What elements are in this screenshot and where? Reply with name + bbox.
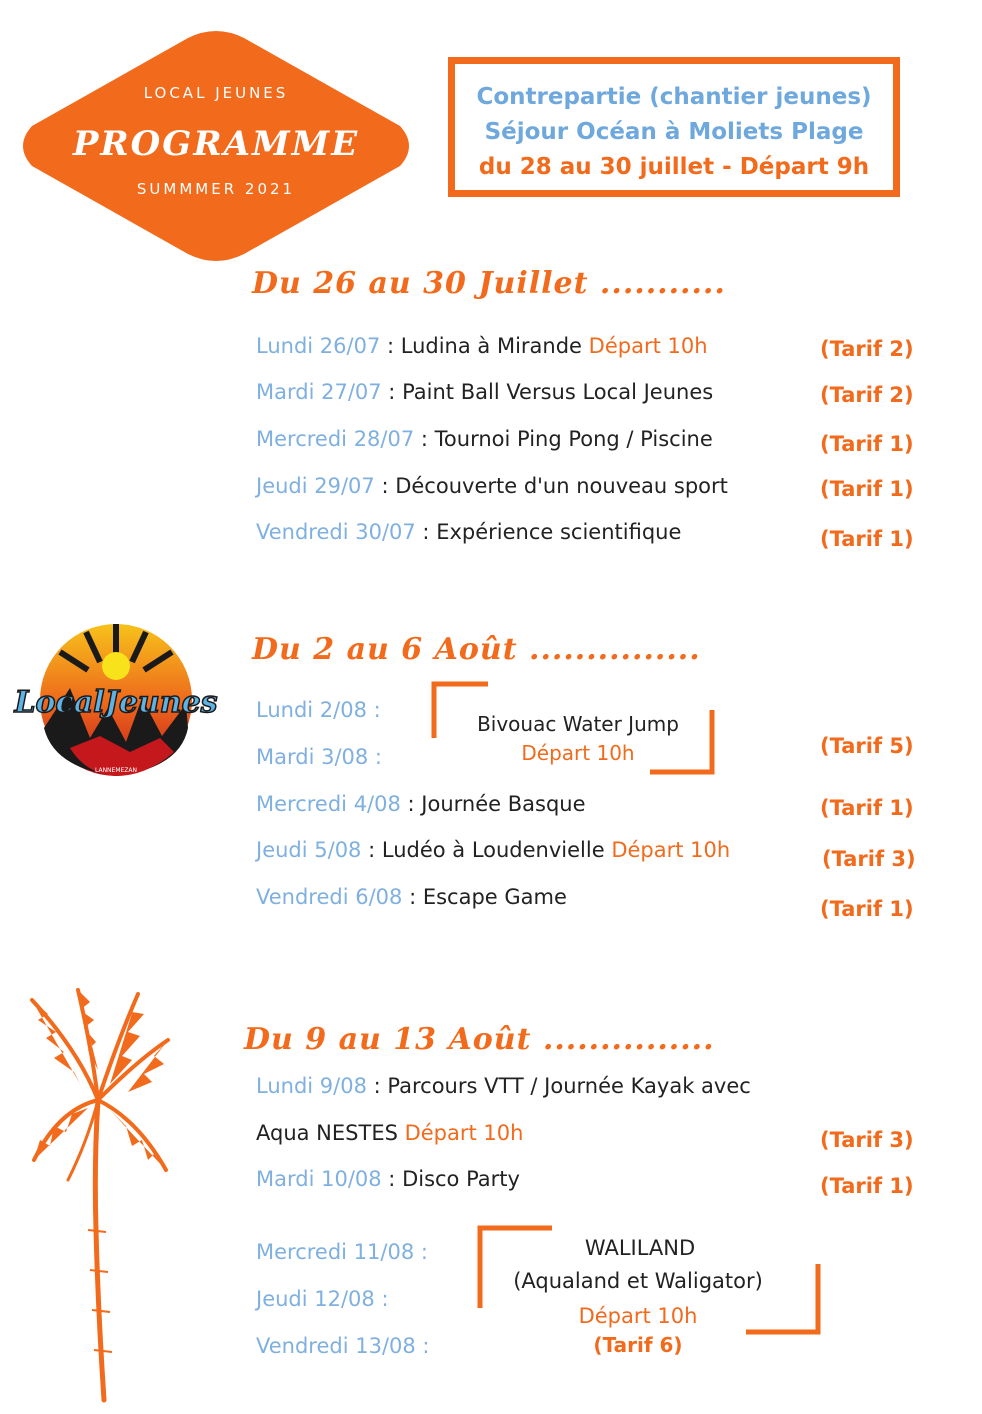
waliland-tarif: (Tarif 6) xyxy=(593,1333,683,1357)
logo-caption: LANNEMEZAN xyxy=(94,767,138,774)
day-label: Vendredi 30/07 xyxy=(256,520,416,544)
header-top-label: LOCAL JEUNES xyxy=(143,84,289,102)
header-badge xyxy=(18,30,414,262)
activity: Disco Party xyxy=(402,1167,520,1191)
day-label: Vendredi 6/08 xyxy=(256,885,403,909)
logo-text: LocalJeunes xyxy=(14,685,218,720)
contrepartie-line-3 xyxy=(455,150,893,185)
waliland-title: WALILAND xyxy=(584,1236,696,1260)
day-label: Jeudi 5/08 xyxy=(256,838,362,862)
palm-tree-icon xyxy=(18,980,178,1412)
tarif-badge: (Tarif 5) xyxy=(820,734,914,758)
contrepartie-depart: Départ 9h xyxy=(739,154,870,180)
tarif-badge: (Tarif 1) xyxy=(820,477,914,501)
day-sep: : xyxy=(374,474,396,498)
activity: Journée Basque xyxy=(421,792,586,816)
day-sep: : xyxy=(414,427,435,451)
day-label: Mardi 3/08 : xyxy=(256,745,382,769)
day-label: Mardi 27/07 xyxy=(256,380,382,404)
week2-bivouac-day-1 xyxy=(256,698,381,722)
tarif-badge: (Tarif 3) xyxy=(822,847,916,871)
header-subtitle: SUMMMER 2021 xyxy=(136,180,296,198)
tarif-badge: (Tarif 2) xyxy=(820,383,914,407)
week1-row-3 xyxy=(256,427,713,451)
day-sep: : xyxy=(402,885,423,909)
week2-row-2 xyxy=(256,838,730,862)
tarif-badge: (Tarif 1) xyxy=(820,432,914,456)
activity: Tournoi Ping Pong / Piscine xyxy=(434,427,713,451)
depart-time: Départ 10h xyxy=(588,334,708,358)
contrepartie-box xyxy=(448,57,900,197)
bivouac-title: Bivouac Water Jump xyxy=(477,712,679,736)
week2-row-1 xyxy=(256,792,586,816)
day-label: Mardi 10/08 xyxy=(256,1167,382,1191)
day-label: Mercredi 11/08 : xyxy=(256,1240,428,1264)
tarif-badge: (Tarif 1) xyxy=(820,796,914,820)
day-sep: : xyxy=(380,334,401,358)
tarif-badge: (Tarif 2) xyxy=(820,337,914,361)
day-label: Vendredi 13/08 : xyxy=(256,1334,430,1358)
day-label: Lundi 26/07 xyxy=(256,334,381,358)
contrepartie-line-2: Séjour Océan à Moliets Plage xyxy=(484,119,864,145)
tarif-badge: (Tarif 3) xyxy=(820,1128,914,1152)
tarif-badge: (Tarif 1) xyxy=(820,1174,914,1198)
activity: Paint Ball Versus Local Jeunes xyxy=(402,380,714,404)
day-label: Mercredi 28/07 xyxy=(256,427,415,451)
activity: Escape Game xyxy=(422,885,567,909)
week3-wali-day-2 xyxy=(256,1287,389,1311)
week3-heading: Du 9 au 13 Août ............... xyxy=(244,1022,715,1057)
bivouac-depart: Départ 10h xyxy=(521,741,635,765)
day-sep: : xyxy=(381,380,403,404)
day-sep: : xyxy=(381,1167,403,1191)
week3-row-1 xyxy=(256,1074,751,1098)
week2-row-3 xyxy=(256,885,567,909)
contrepartie-separator: - xyxy=(714,154,740,180)
week3-row-1-cont xyxy=(256,1121,523,1145)
contrepartie-line-1: Contrepartie (chantier jeunes) xyxy=(476,84,872,110)
week2-bivouac-day-2 xyxy=(256,745,382,769)
local-jeunes-logo-icon xyxy=(14,618,218,778)
week3-wali-day-1 xyxy=(256,1240,428,1264)
local-jeunes-logo xyxy=(14,618,218,778)
activity: Découverte d'un nouveau sport xyxy=(395,474,728,498)
tarif-badge: (Tarif 1) xyxy=(820,527,914,551)
week2-heading: Du 2 au 6 Août ............... xyxy=(252,632,701,667)
activity: Expérience scientifique xyxy=(436,520,682,544)
day-label: Jeudi 29/07 xyxy=(256,474,375,498)
activity: Parcours VTT / Journée Kayak avec xyxy=(387,1074,751,1098)
activity: Ludéo à Loudenvielle xyxy=(381,838,612,862)
week1-row-5 xyxy=(256,520,681,544)
waliland-depart: Départ 10h xyxy=(578,1304,698,1328)
week3-row-2 xyxy=(256,1167,520,1191)
day-sep: : xyxy=(400,792,422,816)
activity: Aqua NESTES xyxy=(256,1121,405,1145)
day-label: Mercredi 4/08 xyxy=(256,792,401,816)
week1-row-1 xyxy=(256,334,708,358)
day-label: Lundi 2/08 : xyxy=(256,698,381,722)
contrepartie-dates: du 28 au 30 juillet xyxy=(478,154,715,180)
depart-time: Départ 10h xyxy=(404,1121,524,1145)
day-label: Lundi 9/08 xyxy=(256,1074,367,1098)
waliland-subtitle: (Aqualand et Waligator) xyxy=(513,1269,763,1293)
day-sep: : xyxy=(415,520,437,544)
activity: Ludina à Mirande xyxy=(400,334,589,358)
header-title: PROGRAMME xyxy=(72,124,360,164)
day-label: Jeudi 12/08 : xyxy=(256,1287,389,1311)
week1-row-4 xyxy=(256,474,728,498)
week1-heading: Du 26 au 30 Juillet ........... xyxy=(252,266,726,301)
tarif-badge: (Tarif 1) xyxy=(820,897,914,921)
week3-wali-day-3 xyxy=(256,1334,430,1358)
day-sep: : xyxy=(366,1074,388,1098)
week1-row-2 xyxy=(256,380,713,404)
day-sep: : xyxy=(361,838,382,862)
depart-time: Départ 10h xyxy=(611,838,731,862)
